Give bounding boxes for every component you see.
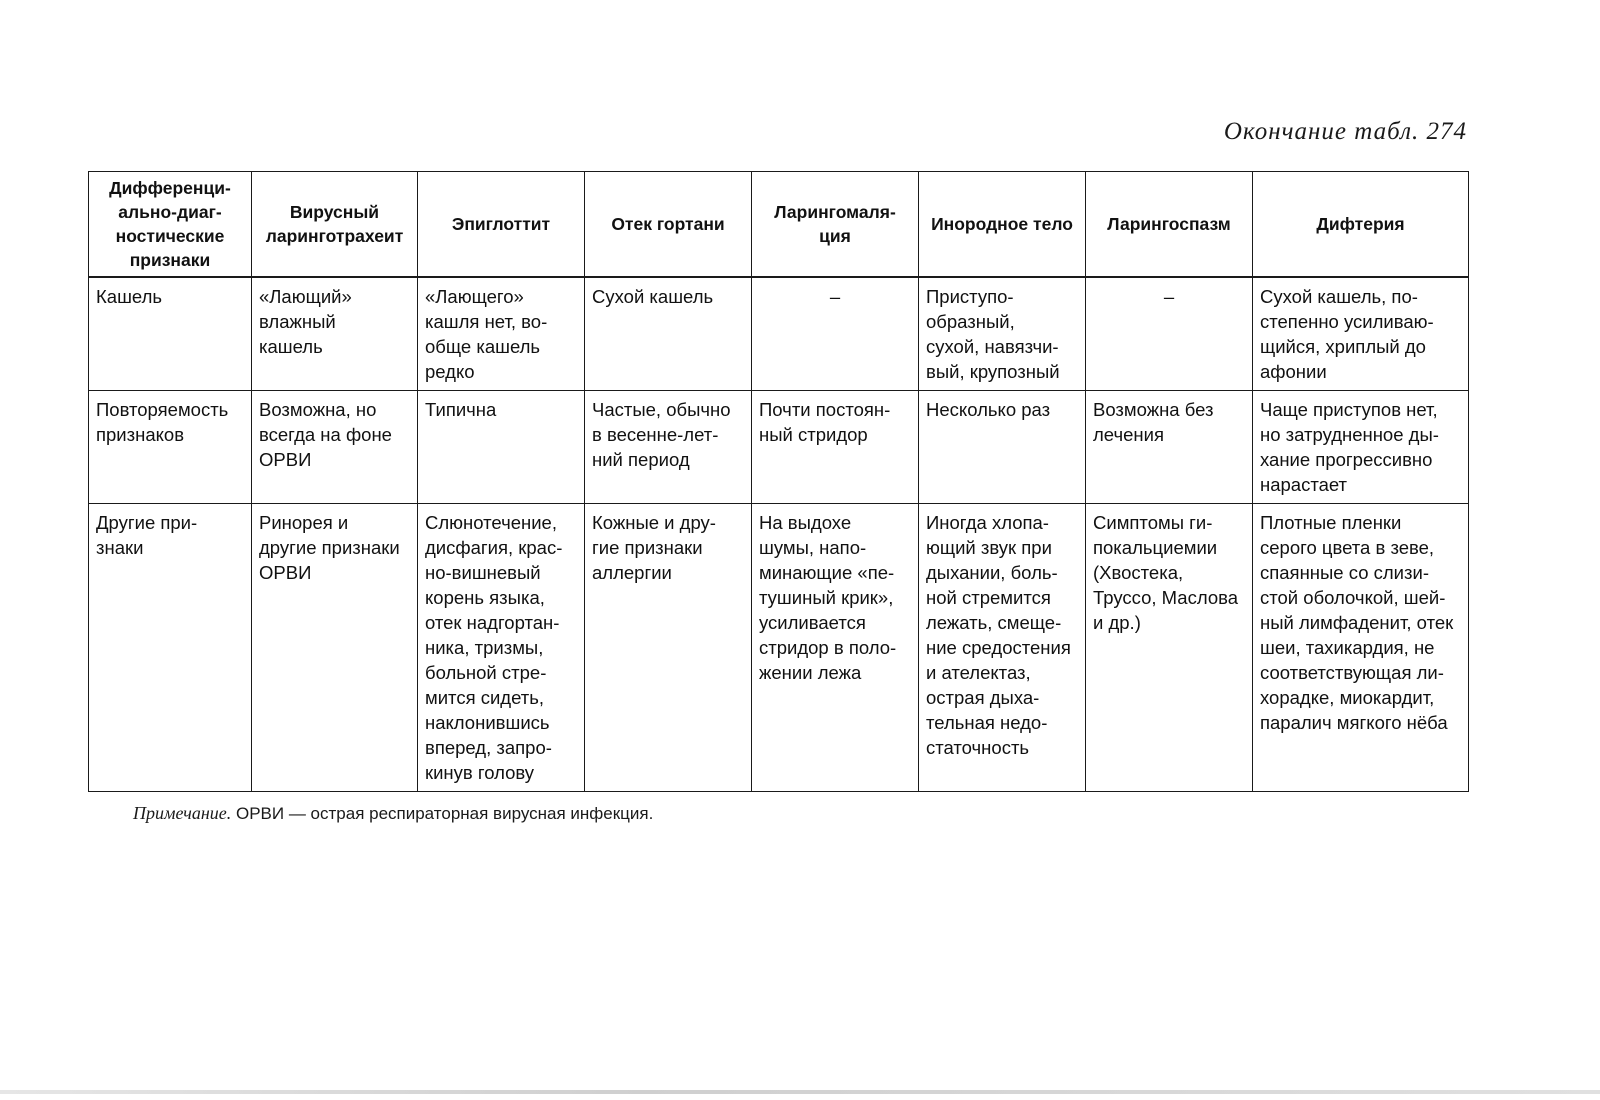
table-cell: Сухой кашель, по- степенно усиливаю- щийся, хриплый до афонии	[1253, 277, 1469, 391]
table-cell: Плотные пленки серого цвета в зеве, спаянные со слизи- стой оболочкой, шей- ный лимфаденит, отек шеи, тахикардия, не соответствующая ли- хорадке, миокардит, паралич мягкого нёба	[1253, 504, 1469, 792]
table-cell: Типична	[418, 391, 585, 504]
header-cell: Ларингомаля- ция	[752, 172, 919, 278]
table-cell: Другие при- знаки	[89, 504, 252, 792]
table-cell: «Лающий» влажный кашель	[252, 277, 418, 391]
table-cell: Частые, обычно в весенне-лет- ний период	[585, 391, 752, 504]
table-header-row	[89, 172, 1469, 278]
page-edge-divider	[0, 1090, 1600, 1094]
differential-diagnosis-table	[88, 171, 1469, 792]
table-cell: –	[752, 277, 919, 391]
table-cell: Возможна без лечения	[1086, 391, 1253, 504]
table-cell: Симптомы ги- покальциемии (Хвостека, Труссо, Маслова и др.)	[1086, 504, 1253, 792]
table-cell: Чаще приступов нет, но затрудненное ды- хание прогрессивно нарастает	[1253, 391, 1469, 504]
footnote-text: ОРВИ — острая респираторная вирусная инфекция.	[231, 804, 654, 823]
table-cell: Кашель	[89, 277, 252, 391]
header-cell: Вирусный ларинготрахеит	[252, 172, 418, 278]
table-row	[89, 277, 1469, 391]
table-row	[89, 504, 1469, 792]
continuation-label: Окончание табл. 274	[1223, 118, 1467, 145]
table-cell: Повторяемость признаков	[89, 391, 252, 504]
table-cell: Несколько раз	[919, 391, 1086, 504]
table-cell: Возможна, но всегда на фоне ОРВИ	[252, 391, 418, 504]
header-cell: Дифференци- ально-диаг- ностические признаки	[89, 172, 252, 278]
header-cell: Дифтерия	[1253, 172, 1469, 278]
table-cell: На выдохе шумы, напо- минающие «пе- тушиный крик», усиливается стридор в поло- жении лежа	[752, 504, 919, 792]
table-cell: Иногда хлопа- ющий звук при дыхании, боль- ной стремится лежать, смеще- ние средостения и ателектаз, острая дыха- тельная недо- статочность	[919, 504, 1086, 792]
header-cell: Отек гортани	[585, 172, 752, 278]
table-cell: Ринорея и другие признаки ОРВИ	[252, 504, 418, 792]
table-cell: Почти постоян- ный стридор	[752, 391, 919, 504]
header-cell: Инородное тело	[919, 172, 1086, 278]
footnote-label: Примечание.	[133, 803, 232, 823]
table-cell: Кожные и дру- гие признаки аллергии	[585, 504, 752, 792]
table-row	[89, 391, 1469, 504]
table-footnote	[133, 803, 653, 824]
table-cell: Слюнотечение, дисфагия, крас- но-вишневый корень языка, отек надгортан- ника, тризмы, больной стре- мится сидеть, наклонившись вперед, запро- кинув голову	[418, 504, 585, 792]
table-cell: Сухой кашель	[585, 277, 752, 391]
table-cell: –	[1086, 277, 1253, 391]
header-cell: Ларингоспазм	[1086, 172, 1253, 278]
header-cell: Эпиглоттит	[418, 172, 585, 278]
table-cell: Приступо- образный, сухой, навязчи- вый, крупозный	[919, 277, 1086, 391]
table-cell: «Лающего» кашля нет, во- обще кашель редко	[418, 277, 585, 391]
